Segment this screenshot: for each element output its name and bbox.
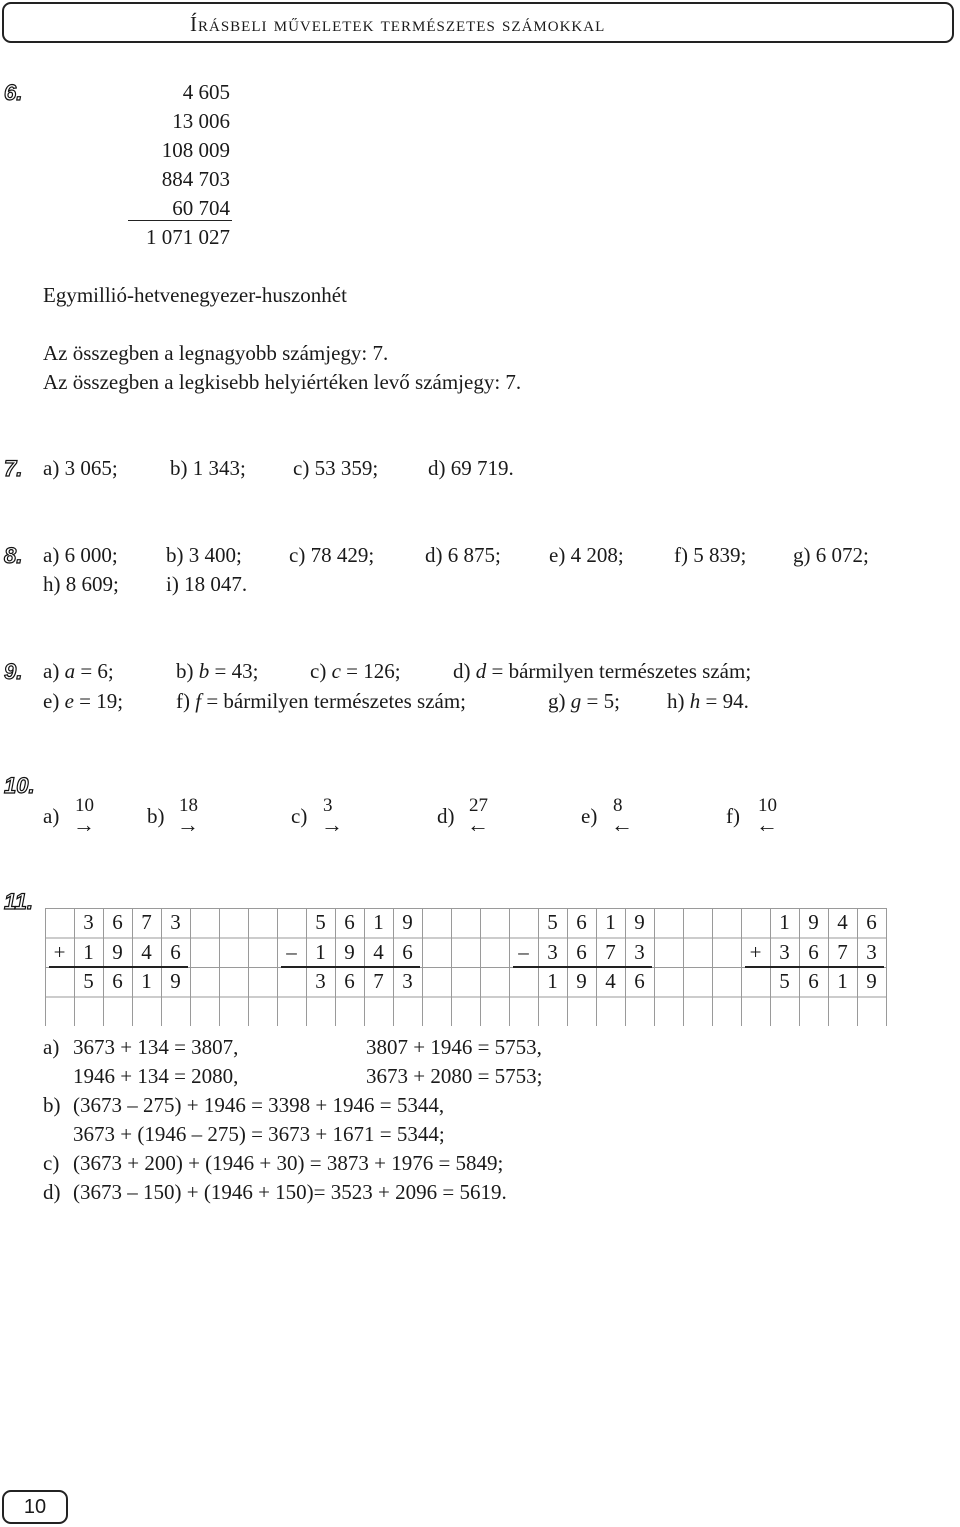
- answer-item: d) d = bármilyen természetes szám;: [453, 659, 752, 683]
- digit: 1: [779, 910, 790, 934]
- digit: 9: [170, 969, 181, 993]
- answer-item: b) 1 343;: [170, 456, 246, 480]
- digit: 1: [837, 969, 848, 993]
- digit: 3: [402, 969, 413, 993]
- digit: 6: [402, 940, 413, 964]
- digit: 3: [779, 940, 790, 964]
- answer-line: Az összegben a legnagyobb számjegy: 7.: [43, 341, 389, 365]
- digit: 6: [634, 969, 645, 993]
- digit: 9: [402, 910, 413, 934]
- answer-item: e) e = 19;: [43, 689, 124, 713]
- calculation: 3673 + 134 = 3807,: [73, 1035, 239, 1059]
- page-number: 10: [2, 1490, 68, 1524]
- answer-item: b) b = 43;: [176, 659, 259, 683]
- left-arrow-icon: ←: [756, 812, 778, 837]
- digit: 9: [344, 940, 355, 964]
- digit: 6: [576, 910, 587, 934]
- answer-item: a) a = 6;: [43, 659, 114, 683]
- digit: 1: [83, 940, 94, 964]
- digit: 4: [605, 969, 616, 993]
- result-rule: [49, 966, 188, 968]
- digit: 3: [634, 940, 645, 964]
- arrow-value: 18: [179, 795, 198, 816]
- digit: 9: [808, 910, 819, 934]
- arrow-value: 10: [758, 795, 777, 816]
- digit: 6: [866, 910, 877, 934]
- right-arrow-icon: →: [73, 812, 95, 837]
- digit: 6: [344, 910, 355, 934]
- arrow-value: 27: [469, 795, 488, 816]
- digit: 3: [170, 910, 181, 934]
- digit: 5: [547, 910, 558, 934]
- digit: 7: [373, 969, 384, 993]
- answer-item: a) 6 000;: [43, 543, 118, 567]
- item-label: f): [726, 804, 740, 828]
- answer-item: c) 78 429;: [289, 543, 375, 567]
- answer-item: h) 8 609;: [43, 572, 119, 596]
- calculation: (3673 + 200) + (1946 + 30) = 3873 + 1976 = 5849;: [73, 1151, 504, 1175]
- digit: 9: [576, 969, 587, 993]
- left-arrow-icon: ←: [611, 812, 633, 837]
- digit: 3: [83, 910, 94, 934]
- arrow-value: 3: [323, 795, 333, 816]
- addend: 108 009: [161, 138, 230, 162]
- digit: 1: [373, 910, 384, 934]
- digit: 1: [605, 910, 616, 934]
- answer-item: c) 53 359;: [293, 456, 379, 480]
- calculation: 1946 + 134 = 2080,: [73, 1064, 239, 1088]
- digit: 1: [141, 969, 152, 993]
- digit: 7: [837, 940, 848, 964]
- item-label: d): [437, 804, 455, 828]
- digit: 1: [315, 940, 326, 964]
- right-arrow-icon: →: [177, 812, 199, 837]
- result-rule: [513, 966, 652, 968]
- sum-in-words: Egymillió-hetvenegyezer-huszonhét: [43, 283, 347, 307]
- item-label: e): [581, 804, 598, 828]
- calculation: 3807 + 1946 = 5753,: [366, 1035, 542, 1059]
- problem-number-8: 8.: [4, 543, 23, 568]
- digit: 4: [373, 940, 384, 964]
- digit: 6: [808, 940, 819, 964]
- digit: 7: [141, 910, 152, 934]
- digit: 6: [170, 940, 181, 964]
- digit: 3: [315, 969, 326, 993]
- digit: 5: [315, 910, 326, 934]
- addend: 4 605: [182, 80, 230, 104]
- digit: 9: [866, 969, 877, 993]
- digit: 5: [779, 969, 790, 993]
- line-label: c): [43, 1151, 60, 1175]
- answer-item: e) 4 208;: [549, 543, 624, 567]
- digit: 7: [605, 940, 616, 964]
- answer-item: f) f = bármilyen természetes szám;: [176, 689, 467, 713]
- digit: 3: [547, 940, 558, 964]
- answer-item: f) 5 839;: [674, 543, 747, 567]
- sum-result: 1 071 027: [146, 225, 230, 249]
- digit: 5: [83, 969, 94, 993]
- line-label: d): [43, 1180, 61, 1204]
- calculation: 3673 + (1946 – 275) = 3673 + 1671 = 5344;: [73, 1122, 445, 1146]
- digit: 6: [112, 910, 123, 934]
- answer-item: a) 3 065;: [43, 456, 118, 480]
- line-label: b): [43, 1093, 61, 1117]
- problem-number-6: 6.: [4, 80, 23, 105]
- digit: 6: [576, 940, 587, 964]
- digit: 3: [866, 940, 877, 964]
- minus-sign: –: [518, 940, 529, 964]
- result-rule: [281, 966, 420, 968]
- minus-sign: –: [286, 940, 297, 964]
- answer-item: d) 69 719.: [428, 456, 514, 480]
- problem-number-7: 7.: [4, 456, 23, 481]
- problem-number-9: 9.: [4, 659, 23, 684]
- item-label: b): [147, 804, 165, 828]
- answer-line: Az összegben a legkisebb helyiértéken levő számjegy: 7.: [43, 370, 522, 394]
- plus-sign: +: [749, 940, 762, 964]
- item-label: a): [43, 804, 60, 828]
- calculation: 3673 + 2080 = 5753;: [366, 1064, 543, 1088]
- answer-item: i) 18 047.: [166, 572, 248, 596]
- answer-item: c) c = 126;: [310, 659, 401, 683]
- arrow-value: 10: [75, 795, 94, 816]
- digit: 6: [344, 969, 355, 993]
- problem-number-11: 11.: [4, 889, 33, 914]
- answer-item: d) 6 875;: [425, 543, 501, 567]
- digit: 6: [112, 969, 123, 993]
- digit: 1: [547, 969, 558, 993]
- line-label: a): [43, 1035, 60, 1059]
- calculation: (3673 – 275) + 1946 = 3398 + 1946 = 5344,: [73, 1093, 445, 1117]
- calculation: (3673 – 150) + (1946 + 150)= 3523 + 2096 = 5619.: [73, 1180, 507, 1204]
- sum-rule: [128, 220, 232, 221]
- left-arrow-icon: ←: [467, 812, 489, 837]
- problem-number-10: 10.: [4, 773, 35, 798]
- item-label: c): [291, 804, 308, 828]
- arrow-value: 8: [613, 795, 623, 816]
- right-arrow-icon: →: [321, 812, 343, 837]
- answer-item: b) 3 400;: [166, 543, 242, 567]
- digit: 4: [141, 940, 152, 964]
- digit: 9: [634, 910, 645, 934]
- plus-sign: +: [53, 940, 66, 964]
- addend: 13 006: [172, 109, 230, 133]
- result-rule: [745, 966, 884, 968]
- addend: 884 703: [161, 167, 230, 191]
- digit: 9: [112, 940, 123, 964]
- digit: 6: [808, 969, 819, 993]
- page-title: Írásbeli műveletek természetes számokkal: [190, 12, 606, 36]
- answer-item: g) 6 072;: [793, 543, 869, 567]
- answer-item: h) h = 94.: [667, 689, 749, 713]
- addend: 60 704: [172, 196, 230, 220]
- answer-item: g) g = 5;: [548, 689, 620, 713]
- digit: 4: [837, 910, 848, 934]
